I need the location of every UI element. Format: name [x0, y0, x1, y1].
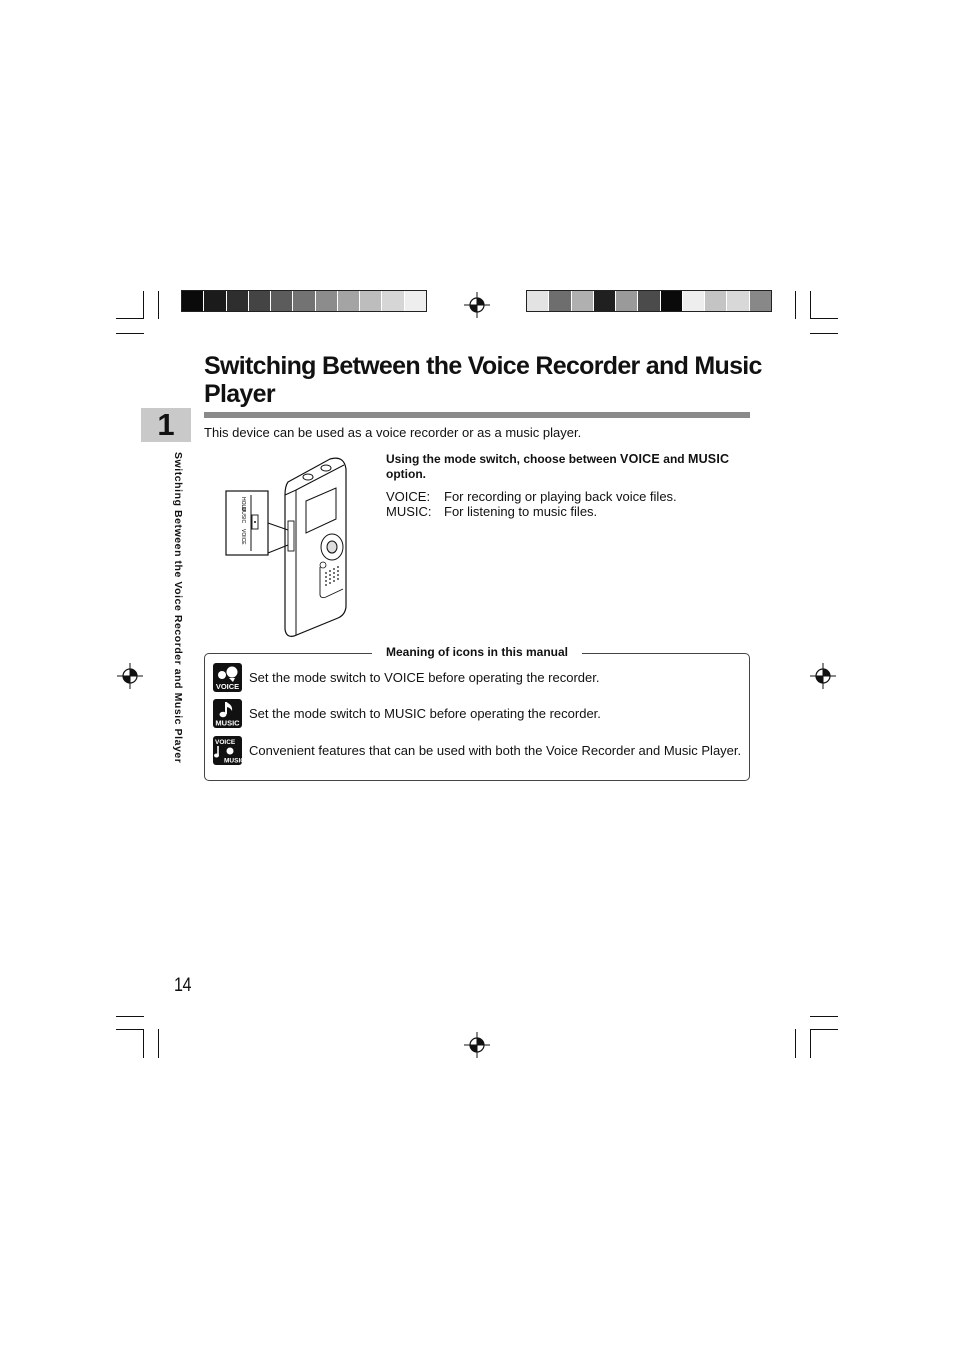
- icon-legend-row: [213, 663, 599, 692]
- color-swatch: [638, 291, 660, 311]
- title-rule: [204, 412, 750, 418]
- voice-music-mode-icon: [213, 736, 245, 765]
- color-swatch: [727, 291, 749, 311]
- color-calibration-bar: [181, 290, 427, 312]
- color-swatch: [338, 291, 360, 311]
- svg-text:MUSIC: MUSIC: [224, 757, 245, 765]
- svg-text:VOICE: VOICE: [215, 682, 240, 691]
- voice-recorder-illustration: [222, 455, 352, 640]
- svg-text:VOICE: VOICE: [215, 739, 236, 746]
- color-swatch: [572, 291, 594, 311]
- color-swatch: [683, 291, 705, 311]
- instruction-prefix: Using the mode switch, choose between: [386, 452, 621, 466]
- mode-term: MUSIC:: [386, 503, 432, 519]
- crop-mark: [810, 1016, 838, 1017]
- color-swatch: [750, 291, 771, 311]
- crop-mark: [116, 318, 144, 319]
- intro-text: This device can be used as a voice recorder or as a music player.: [204, 425, 582, 440]
- instruction-and: and: [659, 452, 688, 466]
- color-swatch: [316, 291, 338, 311]
- chapter-side-title: Switching Between the Voice Recorder and Music Player: [172, 452, 184, 764]
- color-swatch: [661, 291, 683, 311]
- icon-legend-row: [213, 736, 741, 765]
- color-swatch: [293, 291, 315, 311]
- mode-item: [386, 505, 677, 520]
- mode-item: [386, 490, 677, 505]
- registration-mark-icon: [464, 1032, 490, 1058]
- icon-legend-description: Set the mode switch to MUSIC before operating the recorder.: [249, 706, 601, 721]
- color-swatch: [405, 291, 426, 311]
- page-number: 14: [174, 975, 192, 996]
- icon-legend-description: Set the mode switch to VOICE before operating the recorder.: [249, 670, 600, 685]
- instruction-text: [386, 452, 756, 481]
- registration-mark-icon: [810, 663, 836, 689]
- crop-mark: [158, 1029, 159, 1058]
- color-swatch: [204, 291, 226, 311]
- instruction-suffix: option.: [386, 466, 426, 481]
- switch-label-music: MUSIC: [240, 507, 246, 524]
- crop-mark: [810, 1029, 838, 1030]
- color-calibration-bar: [526, 290, 772, 312]
- mode-description: For recording or playing back voice files.: [444, 489, 677, 504]
- crop-mark: [116, 333, 144, 334]
- instruction-music: MUSIC: [687, 452, 730, 466]
- instruction-voice: VOICE: [620, 452, 660, 466]
- crop-mark: [795, 1029, 796, 1058]
- crop-mark: [810, 333, 838, 334]
- color-swatch: [616, 291, 638, 311]
- color-swatch: [249, 291, 271, 311]
- switch-label-hold: HOLD: [240, 497, 246, 511]
- color-swatch: [182, 291, 204, 311]
- mode-description: For listening to music files.: [444, 503, 598, 519]
- crop-mark: [795, 291, 796, 319]
- registration-mark-icon: [117, 663, 143, 689]
- color-swatch: [271, 291, 293, 311]
- color-swatch: [594, 291, 616, 311]
- crop-mark: [810, 318, 838, 319]
- color-swatch: [382, 291, 404, 311]
- switch-label-voice: VOICE: [240, 529, 246, 545]
- crop-mark: [810, 291, 811, 319]
- chapter-tab: 1: [141, 408, 191, 442]
- registration-mark-icon: [464, 292, 490, 318]
- color-swatch: [527, 291, 549, 311]
- crop-mark: [116, 1016, 144, 1017]
- page-title: Switching Between the Voice Recorder and Music Player: [204, 352, 762, 408]
- icon-legend-description: Convenient features that can be used with both the Voice Recorder and Music Player.: [249, 743, 742, 758]
- color-swatch: [360, 291, 382, 311]
- color-swatch: [549, 291, 571, 311]
- icons-legend-title: Meaning of icons in this manual: [372, 645, 582, 659]
- color-swatch: [227, 291, 249, 311]
- color-swatch: [705, 291, 727, 311]
- voice-mode-icon: [213, 663, 242, 692]
- mode-list: [386, 490, 677, 519]
- crop-mark: [143, 291, 144, 319]
- crop-mark: [116, 1029, 144, 1030]
- crop-mark: [143, 1029, 144, 1058]
- crop-mark: [158, 291, 159, 319]
- mode-term: VOICE:: [386, 489, 431, 504]
- svg-text:MUSIC: MUSIC: [215, 718, 240, 728]
- icon-legend-row: [213, 699, 601, 728]
- music-mode-icon: [213, 699, 242, 728]
- crop-mark: [810, 1029, 811, 1058]
